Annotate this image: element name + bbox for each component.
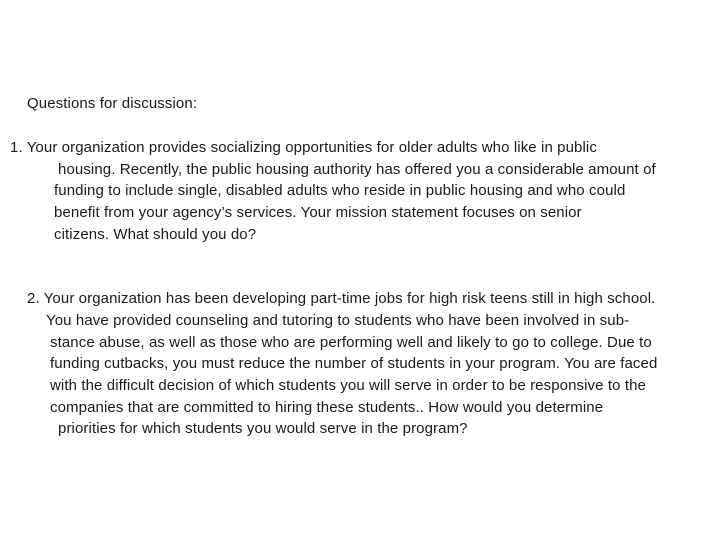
question-2-line: funding cutbacks, you must reduce the number of students in your program. You are faced [50, 355, 658, 372]
question-1-line: 1. Your organization provides socializing opportunities for older adults who like in public [10, 139, 597, 156]
question-1-line: benefit from your agency’s services. Your mission statement focuses on senior [54, 204, 582, 221]
question-2-line: with the difficult decision of which students you will serve in order to be responsive to the [50, 377, 646, 394]
question-2-line: You have provided counseling and tutoring to students who have been involved in sub- [46, 312, 630, 329]
question-1-line: citizens. What should you do? [54, 226, 257, 243]
question-2-line: stance abuse, as well as those who are performing well and likely to go to college. Due to [50, 334, 652, 351]
heading: Questions for discussion: [27, 95, 198, 112]
question-2-line: companies that are committed to hiring these students.. How would you determine [50, 399, 604, 416]
question-1-line: housing. Recently, the public housing authority has offered you a considerable amount of [58, 161, 656, 178]
question-2-line: priorities for which students you would serve in the program? [58, 420, 468, 437]
question-1-line: funding to include single, disabled adults who reside in public housing and who could [54, 182, 626, 199]
question-2-line: 2. Your organization has been developing part-time jobs for high risk teens still in high school. [27, 290, 656, 307]
